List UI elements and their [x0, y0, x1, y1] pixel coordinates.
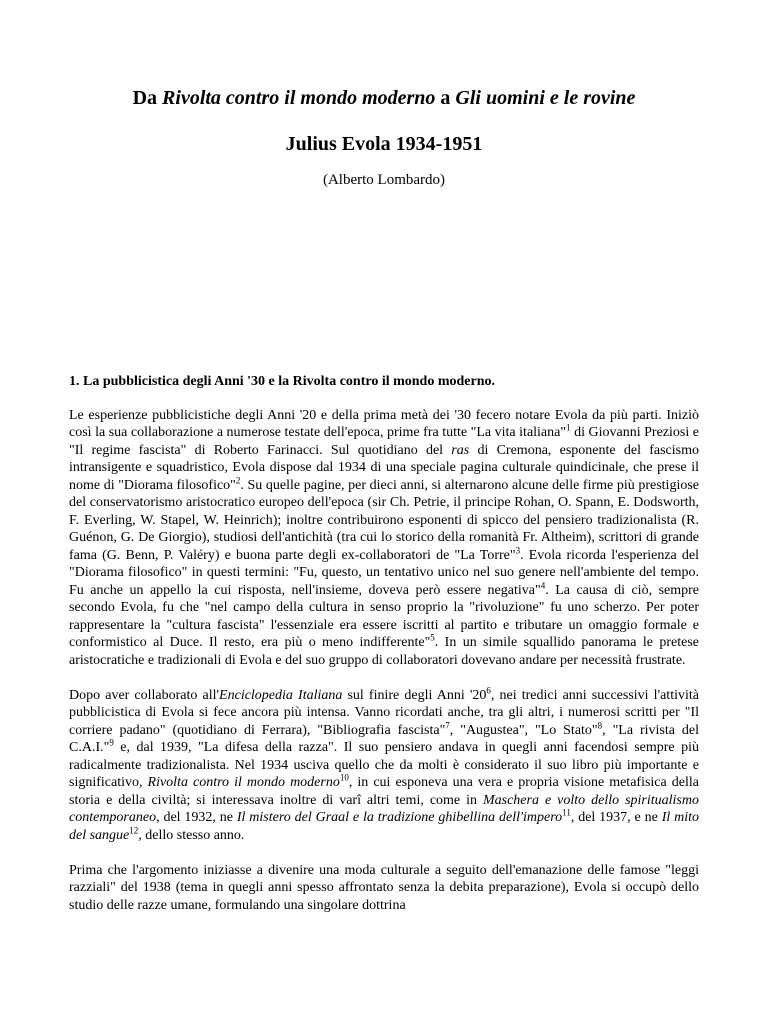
section-heading: 1. La pubblicistica degli Anni '30 e la Rivolta contro il mondo moderno.	[69, 374, 496, 389]
paragraph-1: Le esperienze pubblicistiche degli Anni '20 e della prima metà dei '30 fecero notare Evola da più parti. Iniziò così la sua collaborazione a numerose testate dell'epoca, prime fra tutte "La vita italiana"$^1$ di Giovanni Preziosi e "Il regime fascista" di Roberto Farinacci. Sul quotidiano del ras di Cremona, esponente del fascismo intransigente e squadristico, Evola dispose dal 1934 di una speciale pagina culturale quindicinale, che prese il nome di "Diorama filosofico"$^2$. Su quelle pagine, per dieci anni, si alternarono alcune delle firme più prestigiose del conservatorismo aristocratico europeo dell'epoca (sir Ch. Petrie, il principe Rohan, O. Spann, E. Dodsworth, F. Everling, W. Stapel, W. Heinrich); inoltre contribuirono esponenti di spicco del pensiero tradizionalista (R. Guénon, G. De Giorgio), studiosi dell'antichità (tra cui lo storico della romanità Fr. Altheim), scrittori di grande fama (G. Benn, P. Valéry) e buona parte degli ex-collaboratori de "La Torre"$^3$. Evola ricorda l'esperienza del "Diorama filosofico" in questi termini: "Fu, questo, un tentativo unico nel suo genere nell'ambiente del tempo. Fu anche un appello la cui risposta, nell'insieme, doveva però essere negativa"$^4$. La causa di ciò, sempre secondo Evola, fu che "nel campo della cultura in senso proprio la "rivoluzione" fu uno scherzo. Per poter rappresentare la "cultura fascista" l'essenziale era essere iscritti al partito e tributare un omaggio formale e conformistico al Duce. Il resto, era più o meno indifferente"$^5$. In un simile squallido panorama le pretese aristocratiche e tradizionali di Evola e del suo gruppo di collaboratori dovevano andare per necessità frustrate.	[69, 407, 700, 668]
document-title: Da Rivolta contro il mondo moderno a Gli uomini e le rovine	[132, 87, 636, 109]
document-content	[0, 86, 768, 914]
paragraph-3: Prima che l'argomento iniziasse a divenire una moda culturale a seguito dell'emanazione delle famose "leggi razziali" del 1938 (tema in quegli anni spesso affrontato senza la debita preparazione), Evola si occupò dello studio delle razze umane, formulando una singolare dottrina	[69, 862, 699, 913]
paragraph-2: Dopo aver collaborato all'Enciclopedia Italiana sul finire degli Anni '$20^6$, nei tredici anni successivi l'attività pubblicistica di Evola si fece ancora più intensa. Vanno ricordati anche, tra gli altri, i numerosi scritti per "Il corriere padano" (quotidiano di Ferrara), "Bibliografia fascista"$^7$, "Augustea", "Lo Stato"$^8$, "La rivista del C.A.I."$^9$ e, dal 1939, "La difesa della razza". Il suo pensiero andava in quegli anni facendosi sempre più radicalmente tradizionalista. Nel 1934 usciva quello che da molti è considerato il suo libro più importante e significativo, Rivolta contro il mondo moderno$^{10}$, in cui esponeva una vera e propria visione metafisica della storia e della civiltà; si interessava inoltre di varî altri temi, come in Maschera e volto dello spiritualismo contemporaneo, del 1932, ne Il mistero del Graal e la tradizione ghibellina dell'impero$^{11}$, del 1937, e ne Il mito del sangue$^{12}$, dello stesso anno.	[69, 684, 699, 843]
document-subtitle: Julius Evola 1934-1951	[285, 133, 483, 155]
author-line: (Alberto Lombardo)	[322, 172, 446, 188]
